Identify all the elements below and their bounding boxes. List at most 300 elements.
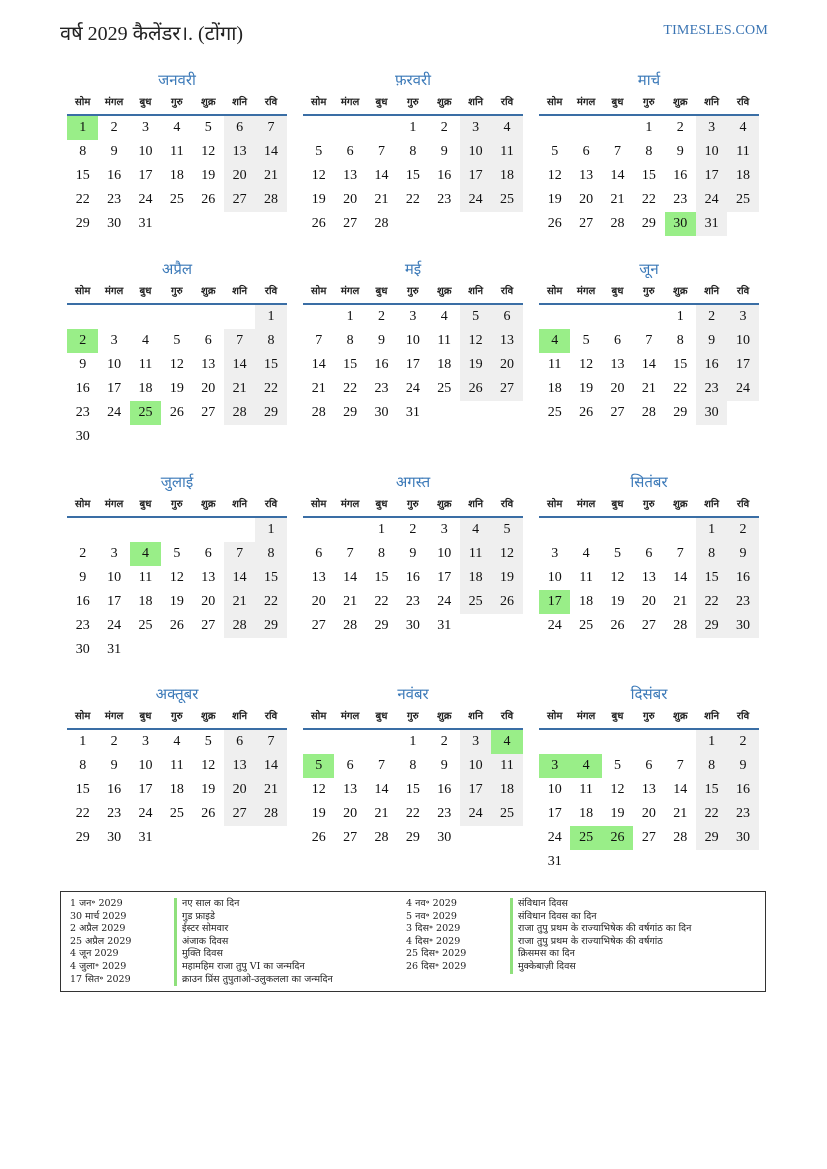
day-cell: 24 [405,381,420,396]
day-cell: 6 [645,546,653,561]
day-cell: 26 [460,377,491,401]
empty-cell [98,518,129,542]
weekday-label: रवि [736,97,750,108]
day-cell: 4 [173,734,181,749]
weekday-label: रवि [500,97,514,108]
empty-cell [193,305,224,329]
day-cell: 15 [405,782,420,797]
day-cell: 21 [311,381,326,396]
day-cell: 5 [204,120,212,135]
weekday-label: गुरु [643,286,655,297]
holiday-day-cell: 30 [665,212,696,236]
day-cell: 8 [377,546,385,561]
day-cell: 26 [201,192,216,207]
day-cell: 28 [673,618,688,633]
day-cell: 9 [110,144,118,159]
day-cell: 10 [138,758,153,773]
day-cell: 10 [547,782,562,797]
day-cell: 23 [727,802,758,826]
day-cell: 25 [727,188,758,212]
holiday-date: 17 सित॰ 2029 [70,973,131,985]
day-cell: 9 [79,357,87,372]
day-cell: 6 [613,333,621,348]
day-cell: 31 [138,830,153,845]
holiday-day-cell: 2 [67,329,98,353]
day-cell: 5 [173,546,181,561]
day-grid [303,518,523,638]
holiday-name: नए साल का दिन [174,898,239,911]
day-cell: 7 [315,333,323,348]
weekday-label: गुरु [407,97,419,108]
weekday-label: गुरु [171,711,183,722]
day-cell: 18 [579,806,594,821]
weekday-label: शुक्र [673,97,688,108]
day-cell: 3 [551,546,559,561]
day-grid [539,730,759,874]
weekday-label: मंगल [576,97,596,108]
day-cell: 31 [437,618,452,633]
day-cell: 2 [409,522,417,537]
month-name: फ़रवरी [394,73,432,89]
day-cell: 22 [255,377,286,401]
weekday-label: मंगल [576,499,596,510]
day-cell: 18 [138,381,153,396]
day-cell: 12 [460,329,491,353]
day-cell: 11 [138,570,153,585]
day-cell: 20 [201,381,216,396]
day-cell: 5 [613,546,621,561]
weekday-label: बुध [611,286,624,297]
legend-row [406,936,691,949]
empty-cell [130,305,161,329]
day-cell: 13 [579,168,594,183]
weekday-label: मंगल [576,286,596,297]
day-cell: 28 [343,618,358,633]
weekday-label: शनि [704,499,720,510]
empty-cell [366,730,397,754]
holiday-name: मुक्केबाज़ी दिवस [510,961,576,974]
month-name: जुलाई [160,475,194,491]
weekday-label: शुक्र [437,286,452,297]
holiday-date: 30 मार्च 2029 [70,910,127,922]
day-cell: 15 [255,566,286,590]
day-cell: 25 [169,192,184,207]
day-cell: 24 [696,188,727,212]
day-cell: 21 [374,806,389,821]
weekday-label: मंगल [104,499,124,510]
day-cell: 18 [169,168,184,183]
empty-cell [570,518,601,542]
day-cell: 16 [107,782,122,797]
day-cell: 26 [491,590,522,614]
day-cell: 26 [201,806,216,821]
site-link[interactable]: TIMESLES.COM [663,23,768,38]
empty-cell [98,305,129,329]
weekday-label: बुध [139,286,152,297]
day-cell: 18 [169,782,184,797]
day-cell: 29 [673,405,688,420]
day-cell: 24 [138,806,153,821]
day-cell: 17 [107,594,122,609]
day-cell: 13 [201,570,216,585]
day-cell: 12 [491,542,522,566]
day-cell: 5 [613,758,621,773]
day-cell: 9 [676,144,684,159]
day-cell: 7 [224,329,255,353]
day-cell: 17 [138,782,153,797]
weekday-label: शुक्र [201,97,216,108]
day-cell: 23 [75,618,90,633]
day-cell: 8 [255,329,286,353]
weekday-header [539,281,759,305]
month-name: मार्च [637,73,661,89]
day-cell: 2 [727,730,758,754]
day-cell: 14 [610,168,625,183]
weekday-label: सोम [547,286,563,297]
day-cell: 3 [141,120,149,135]
day-cell: 28 [374,830,389,845]
day-cell: 22 [75,806,90,821]
day-cell: 8 [676,333,684,348]
day-cell: 16 [727,566,758,590]
day-cell: 28 [224,401,255,425]
day-cell: 14 [374,168,389,183]
empty-cell [366,116,397,140]
day-cell: 29 [255,614,286,638]
day-cell: 4 [460,518,491,542]
day-cell: 18 [491,164,522,188]
day-grid [303,305,523,425]
day-cell: 26 [311,216,326,231]
weekday-header [303,494,523,518]
day-cell: 20 [579,192,594,207]
weekday-label: गुरु [407,711,419,722]
month-name: अक्तूबर [155,687,199,703]
weekday-label: बुध [375,286,388,297]
day-cell: 16 [75,594,90,609]
day-cell: 19 [311,192,326,207]
day-cell: 21 [374,192,389,207]
empty-cell [539,518,570,542]
day-cell: 29 [374,618,389,633]
day-cell: 30 [107,830,122,845]
day-cell: 15 [255,353,286,377]
day-cell: 28 [374,216,389,231]
day-cell: 29 [343,405,358,420]
day-cell: 8 [409,144,417,159]
weekday-label: रवि [264,97,278,108]
day-cell: 28 [641,405,656,420]
day-cell: 12 [311,782,326,797]
weekday-label: गुरु [643,711,655,722]
day-cell: 8 [645,144,653,159]
weekday-label: सोम [547,711,563,722]
weekday-label: रवि [264,711,278,722]
weekday-label: सोम [311,97,327,108]
day-cell: 27 [201,405,216,420]
empty-cell [224,305,255,329]
day-cell: 1 [696,730,727,754]
day-cell: 27 [491,377,522,401]
empty-cell [334,518,365,542]
weekday-label: गुरु [643,499,655,510]
month-calendar [539,259,759,425]
day-cell: 23 [107,192,122,207]
day-cell: 17 [437,570,452,585]
day-cell: 25 [579,618,594,633]
day-cell: 21 [343,594,358,609]
day-cell: 11 [460,542,491,566]
day-cell: 21 [641,381,656,396]
weekday-label: मंगल [340,97,360,108]
empty-cell [633,730,664,754]
day-cell: 5 [582,333,590,348]
day-cell: 5 [460,305,491,329]
day-cell: 9 [440,144,448,159]
day-cell: 13 [641,782,656,797]
day-cell: 27 [201,618,216,633]
day-cell: 4 [141,333,149,348]
day-cell: 4 [582,546,590,561]
weekday-label: गुरु [171,499,183,510]
holiday-day-cell: 3 [539,754,570,778]
holiday-day-cell: 25 [570,826,601,850]
weekday-label: मंगल [576,711,596,722]
weekday-label: शनि [704,286,720,297]
day-cell: 12 [547,168,562,183]
weekday-label: शुक्र [673,711,688,722]
month-name: अप्रैल [161,262,193,278]
month-calendar [539,472,759,638]
holiday-day-cell: 4 [570,754,601,778]
holiday-day-cell: 1 [67,116,98,140]
weekday-label: बुध [375,499,388,510]
legend-row [406,911,691,924]
day-cell: 7 [676,546,684,561]
day-cell: 20 [641,594,656,609]
empty-cell [303,305,334,329]
day-cell: 3 [460,730,491,754]
weekday-header [67,281,287,305]
weekday-header [67,92,287,116]
weekday-label: बुध [611,711,624,722]
weekday-header [539,494,759,518]
weekday-label: शनि [468,499,484,510]
empty-cell [539,116,570,140]
day-cell: 2 [727,518,758,542]
weekday-label: मंगल [340,286,360,297]
day-cell: 3 [409,309,417,324]
day-cell: 4 [173,120,181,135]
day-cell: 4 [727,116,758,140]
holiday-date: 26 दिस॰ 2029 [406,960,467,972]
legend-row [70,961,333,974]
day-cell: 31 [107,642,122,657]
day-cell: 2 [676,120,684,135]
weekday-label: शुक्र [437,97,452,108]
day-cell: 3 [460,116,491,140]
day-cell: 23 [727,590,758,614]
day-cell: 7 [676,758,684,773]
day-cell: 20 [641,806,656,821]
holiday-day-cell: 26 [602,826,633,850]
day-cell: 3 [696,116,727,140]
day-cell: 12 [610,782,625,797]
day-cell: 10 [437,546,452,561]
day-cell: 1 [409,734,417,749]
day-cell: 24 [107,405,122,420]
day-cell: 19 [169,381,184,396]
empty-cell [67,305,98,329]
weekday-header [67,706,287,730]
day-cell: 1 [645,120,653,135]
empty-cell [665,730,696,754]
empty-cell [303,116,334,140]
weekday-label: बुध [375,97,388,108]
empty-cell [570,305,601,329]
day-cell: 14 [255,140,286,164]
weekday-label: मंगल [104,711,124,722]
day-cell: 30 [75,642,90,657]
day-cell: 21 [673,594,688,609]
day-cell: 29 [641,216,656,231]
day-cell: 13 [343,782,358,797]
holiday-name: महामहिम राजा तुपु VI का जन्मदिन [174,961,305,974]
month-calendar [303,684,523,850]
day-cell: 30 [696,401,727,425]
day-cell: 29 [405,830,420,845]
day-cell: 7 [377,144,385,159]
holiday-name: राजा तुपु प्रथम के राज्याभिषेक की वर्षगांठ का दिन [510,923,691,936]
day-cell: 11 [579,570,593,585]
empty-cell [665,518,696,542]
holiday-date: 3 दिस॰ 2029 [406,923,461,935]
day-cell: 6 [204,333,212,348]
day-cell: 1 [346,309,354,324]
day-cell: 20 [201,594,216,609]
day-cell: 17 [727,353,758,377]
day-cell: 29 [255,401,286,425]
day-cell: 3 [727,305,758,329]
day-cell: 8 [79,144,87,159]
day-cell: 23 [696,377,727,401]
day-cell: 1 [255,518,286,542]
month-name: दिसंबर [630,687,668,703]
day-cell: 6 [315,546,323,561]
day-grid [67,305,287,449]
empty-cell [303,518,334,542]
day-cell: 13 [343,168,358,183]
weekday-label: गुरु [407,286,419,297]
legend-row [70,911,333,924]
day-cell: 21 [255,164,286,188]
day-cell: 10 [107,357,122,372]
day-cell: 18 [138,594,153,609]
weekday-label: रवि [264,499,278,510]
day-cell: 14 [641,357,656,372]
day-cell: 27 [343,216,358,231]
day-cell: 23 [75,405,90,420]
weekday-label: शनि [704,711,720,722]
day-cell: 9 [696,329,727,353]
day-cell: 14 [255,754,286,778]
day-cell: 7 [255,116,286,140]
legend-row [406,948,691,961]
day-cell: 16 [374,357,389,372]
empty-cell [539,305,570,329]
weekday-label: शुक्र [201,711,216,722]
day-cell: 19 [547,192,562,207]
empty-cell [161,518,192,542]
day-cell: 2 [79,546,87,561]
page-title: वर्ष 2029 कैलेंडर।. (टोंगा) [60,23,244,45]
day-cell: 5 [173,333,181,348]
weekday-label: शनि [704,97,720,108]
day-cell: 10 [727,329,758,353]
day-cell: 12 [169,357,184,372]
legend-row [406,898,691,911]
day-cell: 22 [696,590,727,614]
day-cell: 6 [346,758,354,773]
day-cell: 24 [107,618,122,633]
day-cell: 17 [138,168,153,183]
day-cell: 15 [374,570,389,585]
day-cell: 6 [224,730,255,754]
day-cell: 20 [224,778,255,802]
day-cell: 16 [696,353,727,377]
legend-row [70,948,333,961]
month-calendar [303,472,523,638]
weekday-label: बुध [375,711,388,722]
weekday-header [67,494,287,518]
day-cell: 21 [224,590,255,614]
weekday-label: सोम [547,97,563,108]
holiday-date: 4 जून 2029 [70,948,119,960]
day-grid [67,116,287,236]
day-cell: 12 [201,144,216,159]
holiday-day-cell: 17 [539,590,570,614]
month-calendar [67,472,287,662]
day-cell: 13 [201,357,216,372]
day-cell: 9 [110,758,118,773]
weekday-label: सोम [75,286,91,297]
day-cell: 1 [676,309,684,324]
weekday-label: बुध [139,97,152,108]
weekday-label: रवि [736,499,750,510]
holiday-day-cell: 4 [130,542,161,566]
day-cell: 24 [547,618,562,633]
day-cell: 30 [437,830,452,845]
day-cell: 10 [547,570,562,585]
day-cell: 22 [75,192,90,207]
day-grid [303,116,523,236]
day-cell: 25 [437,381,452,396]
legend-row [70,936,333,949]
day-cell: 2 [696,305,727,329]
empty-cell [130,518,161,542]
day-cell: 24 [138,192,153,207]
day-cell: 21 [673,806,688,821]
day-cell: 13 [224,754,255,778]
day-cell: 19 [169,594,184,609]
legend-column-left [70,898,333,986]
day-cell: 16 [673,168,688,183]
month-calendar [539,70,759,236]
day-cell: 28 [610,216,625,231]
weekday-label: सोम [311,711,327,722]
day-cell: 16 [437,782,452,797]
day-cell: 10 [107,570,122,585]
